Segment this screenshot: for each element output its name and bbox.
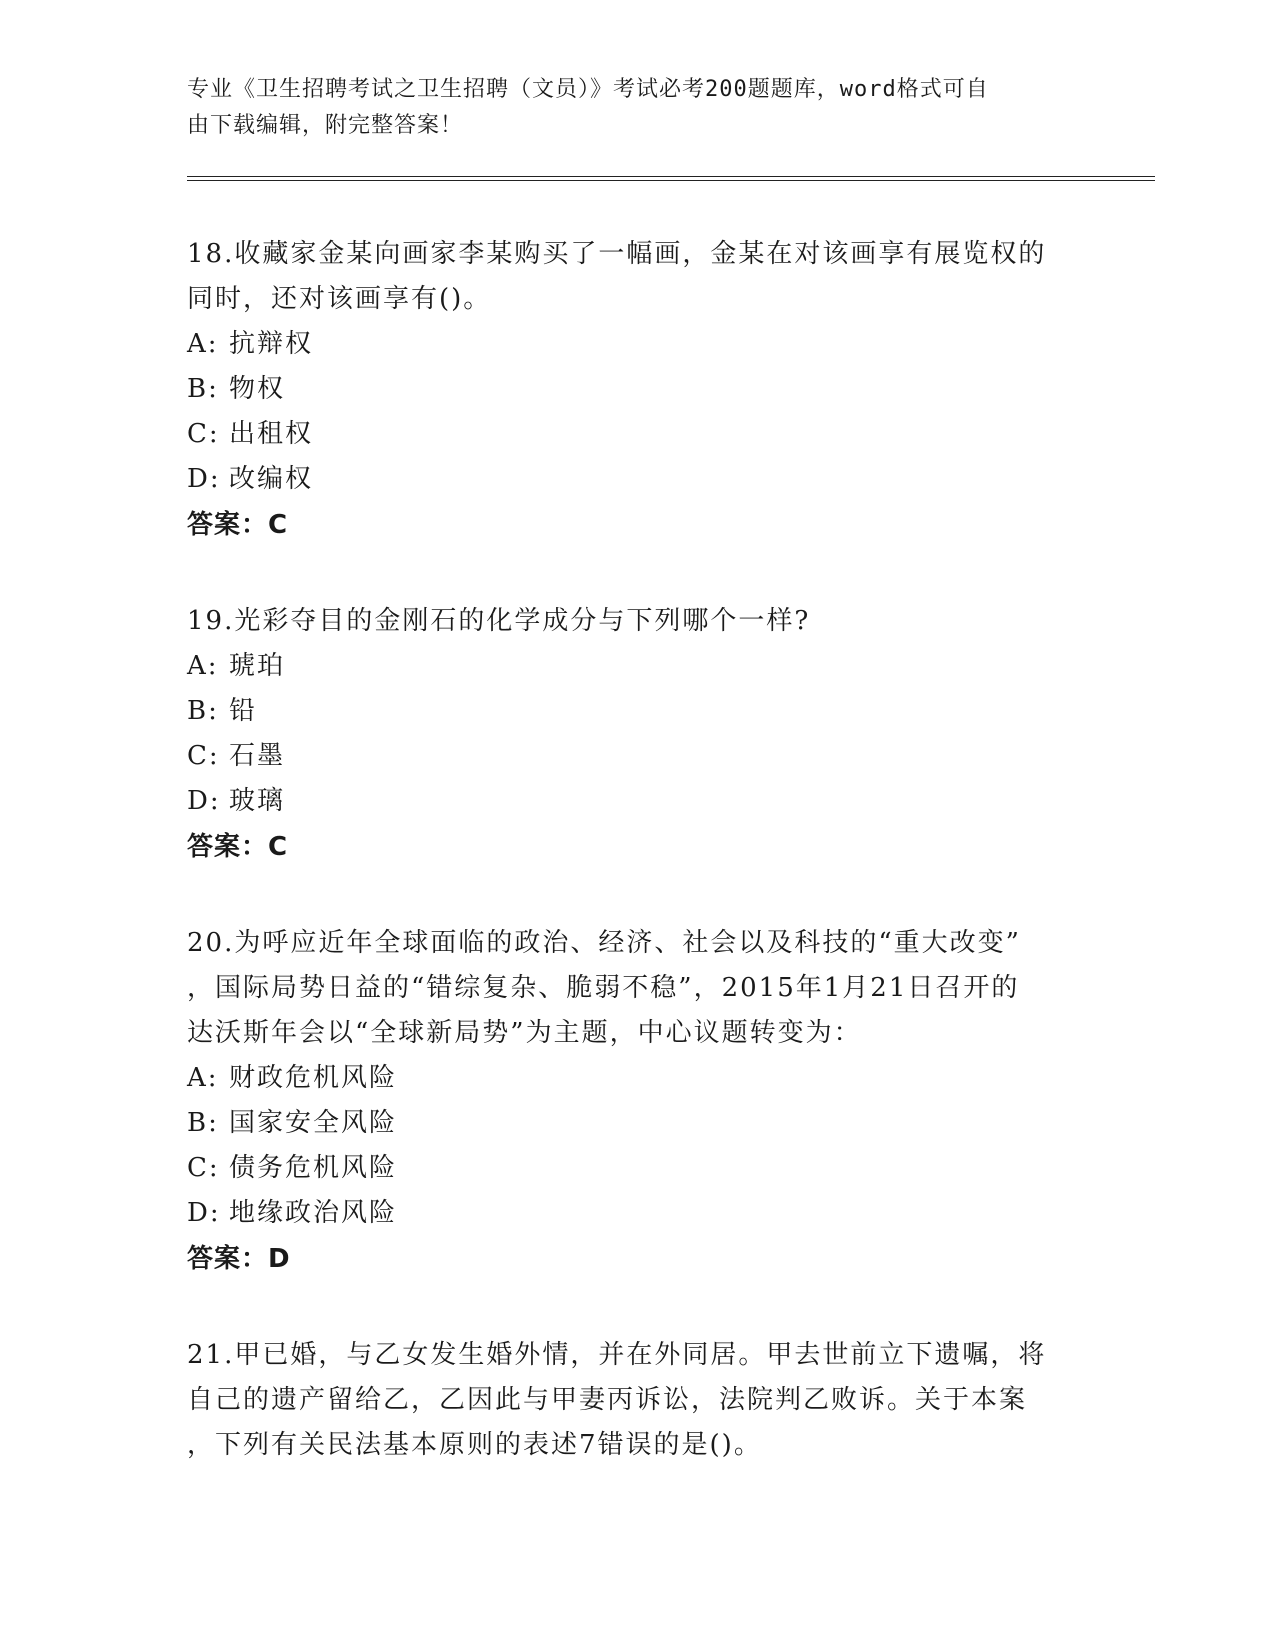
question-text: 20.为呼应近年全球面临的政治、经济、社会以及科技的“重大改变” ，国际局势日益的“错综复杂、脆弱不稳”，2015年1月21日召开的 达沃斯年会以“全球新局势”为主题，中心议题转变为： xyxy=(187,928,1021,1048)
option-a: A: 琥珀 xyxy=(187,651,286,681)
question-18 xyxy=(187,232,1087,548)
question-20 xyxy=(187,921,1087,1282)
header-divider xyxy=(187,176,1155,181)
answer-label: 答案：D xyxy=(187,1244,291,1274)
question-21 xyxy=(187,1333,1087,1468)
question-text: 19.光彩夺目的金刚石的化学成分与下列哪个一样? xyxy=(187,606,811,636)
option-d: D: 地缘政治风险 xyxy=(187,1198,398,1228)
document-header xyxy=(187,72,1067,144)
option-d: D: 玻璃 xyxy=(187,786,286,816)
question-text: 18.收藏家金某向画家李某购买了一幅画，金某在对该画享有展览权的 同时，还对该画享有()。 xyxy=(187,239,1047,314)
option-d: D: 改编权 xyxy=(187,464,314,494)
question-text: 21.甲已婚，与乙女发生婚外情，并在外同居。甲去世前立下遗嘱，将 自己的遗产留给乙，乙因此与甲妻丙诉讼，法院判乙败诉。关于本案 ，下列有关民法基本原则的表述7错误的是()。 xyxy=(187,1340,1047,1460)
option-a: A: 财政危机风险 xyxy=(187,1063,398,1093)
answer-label: 答案：C xyxy=(187,510,289,540)
option-b: B: 国家安全风险 xyxy=(187,1108,398,1138)
header-line-2: 由下载编辑，附完整答案！ xyxy=(187,113,464,138)
answer-label: 答案：C xyxy=(187,832,289,862)
option-b: B: 物权 xyxy=(187,374,286,404)
option-b: B: 铅 xyxy=(187,696,258,726)
option-c: C: 出租权 xyxy=(187,419,314,449)
option-a: A: 抗辩权 xyxy=(187,329,314,359)
question-19 xyxy=(187,599,1087,870)
option-c: C: 债务危机风险 xyxy=(187,1153,398,1183)
header-line-1: 专业《卫生招聘考试之卫生招聘（文员）》考试必考200题题库，word格式可自 xyxy=(187,77,989,102)
option-c: C: 石墨 xyxy=(187,741,286,771)
question-list xyxy=(187,232,1087,1519)
